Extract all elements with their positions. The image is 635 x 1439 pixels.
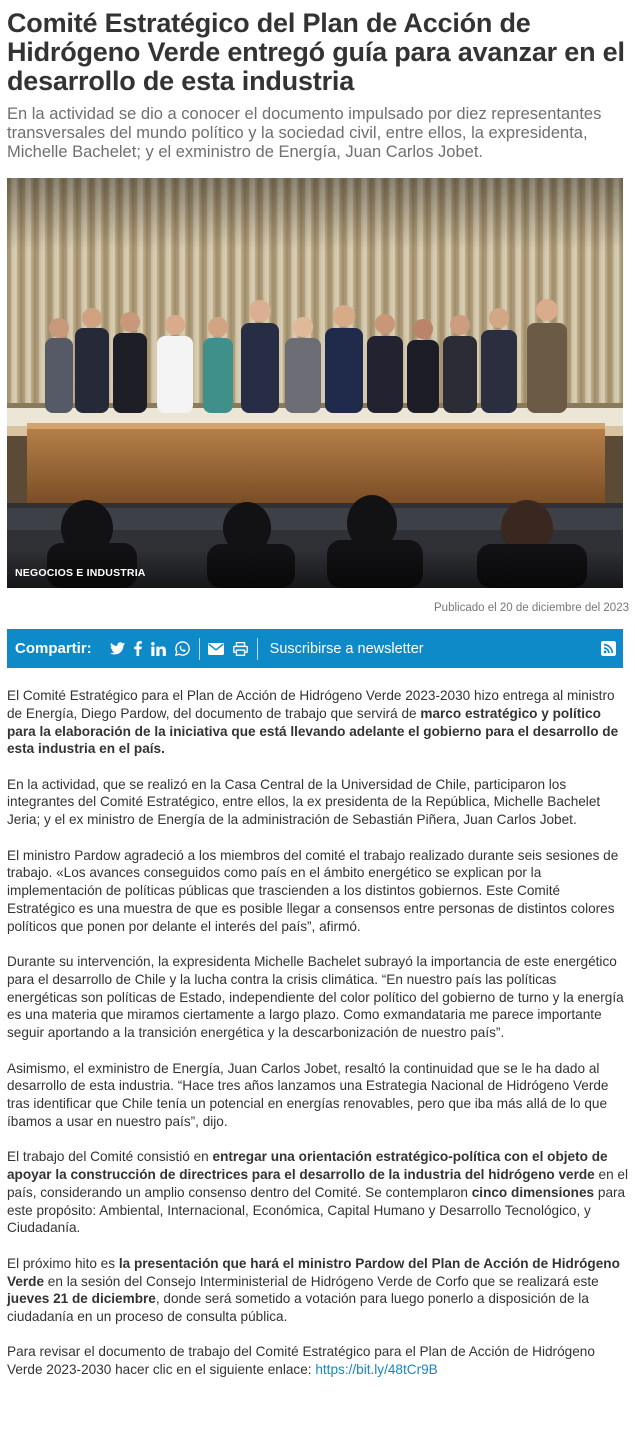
paragraph-5: Asimismo, el exministro de Energía, Juan Carlos Jobet, resaltó la continuidad que se le ha dado al desarrollo de esta industria. “Hace tres años lanzamos una Estrategia Nacional de Hidrógeno Verde tras identificar que Chile tenía un potencial en energías renovables, pero que iba más allá de lo que íbamos a usar en nuestro país”, dijo. bbox=[7, 1060, 609, 1129]
email-icon[interactable] bbox=[208, 629, 224, 668]
share-divider bbox=[199, 638, 200, 660]
paragraph-8: Para revisar el documento de trabajo del Comité Estratégico para el Plan de Acción de Hidrógeno Verde 2023-2030 hacer clic en el siguiente enlace: https://bit.ly/48tCr9B bbox=[7, 1344, 595, 1378]
share-label: Compartir: bbox=[15, 640, 92, 657]
article-photo bbox=[7, 178, 623, 588]
article-body bbox=[7, 687, 629, 1379]
whatsapp-icon[interactable] bbox=[175, 629, 190, 668]
paragraph-1: El Comité Estratégico para el Plan de Acción de Hidrógeno Verde 2023-2030 hizo entrega al ministro de Energía, Diego Pardow, del documento de trabajo que servirá de marco estratégico y político para la elaboración de la iniciativa que está llevando adelante el gobierno para el desarrollo de esta industria en el país. bbox=[7, 688, 619, 757]
linkedin-icon[interactable] bbox=[151, 629, 166, 668]
photo-category-label: NEGOCIOS E INDUSTRIA bbox=[15, 567, 146, 579]
paragraph-4: Durante su intervención, la expresidenta Michelle Bachelet subrayó la importancia de este energético para el desarrollo de Chile y la lucha contra la crisis climática. “En nuestro país las políticas energéticas son políticas de Estado, independiente del color político del gobierno de turno y la energía es una materia que miramos ciertamente a largo plazo. Como exmandataria me parece importante seguir aportando a la transición energética y la descarbonización de nuestro país”. bbox=[7, 954, 624, 1041]
paragraph-7: El próximo hito es la presentación que hará el ministro Pardow del Plan de Acción de Hidrógeno Verde en la sesión del Consejo Interministerial de Hidrógeno Verde de Corfo que se realizará este jueves 21 de diciembre, donde será sometido a votación para luego ponerlo a disposición de la ciudadanía en un proceso de consulta pública. bbox=[7, 1255, 620, 1325]
article-subtitle: En la actividad se dio a conocer el documento impulsado por diez representantes transversales del mundo político y la sociedad civil, entre ellos, la expresidenta, Michelle Bachelet; y el exministro de Energía, Juan Carlos Jobet. bbox=[7, 105, 602, 161]
paragraph-3: El ministro Pardow agradeció a los miembros del comité el trabajo realizado durante seis sesiones de trabajo. «Los avances conseguidos como país en el ámbito energético se explican por la implementación de políticas públicas que trascienden a los distintos gobiernos. Este Comité Estratégico es una muestra de que es posible llegar a consensos entre personas de distintos colores políticos que ponen por delante el interés del país”, afirmó. bbox=[7, 847, 619, 934]
rss-icon[interactable] bbox=[601, 641, 616, 661]
document-link[interactable]: https://bit.ly/48tCr9B bbox=[315, 1362, 438, 1378]
group-photo-illustration bbox=[7, 178, 623, 588]
published-date: Publicado el 20 de diciembre del 2023 bbox=[434, 602, 629, 614]
paragraph-6: El trabajo del Comité consistió en entregar una orientación estratégico-política con el objeto de apoyar la construcción de directrices para el desarrollo de la industria del hidrógeno verde en el país, considerando un amplio consenso dentro del Comité. Se contemplaron cinco dimensiones para este propósito: Ambiental, Internacional, Económica, Capital Humano y Desarrollo Tecnológico, y Ciudadanía. bbox=[7, 1149, 629, 1236]
share-bar bbox=[7, 629, 623, 668]
twitter-icon[interactable] bbox=[110, 629, 125, 668]
article-title: Comité Estratégico del Plan de Acción de Hidrógeno Verde entregó guía para avanzar en el desarrollo de esta industria bbox=[7, 8, 625, 96]
paragraph-2: En la actividad, que se realizó en la Casa Central de la Universidad de Chile, participaron los integrantes del Comité Estratégico, entre ellos, la ex presidenta de la República, Michelle Bachelet Jeria; y el ex ministro de Energía de la administración de Sebastián Piñera, Juan Carlos Jobet. bbox=[7, 776, 601, 828]
facebook-icon[interactable] bbox=[134, 629, 142, 668]
share-divider bbox=[257, 638, 258, 660]
newsletter-link[interactable]: Suscribirse a newsletter bbox=[269, 640, 424, 657]
print-icon[interactable] bbox=[233, 629, 248, 668]
photo-category-overlay bbox=[7, 552, 623, 588]
